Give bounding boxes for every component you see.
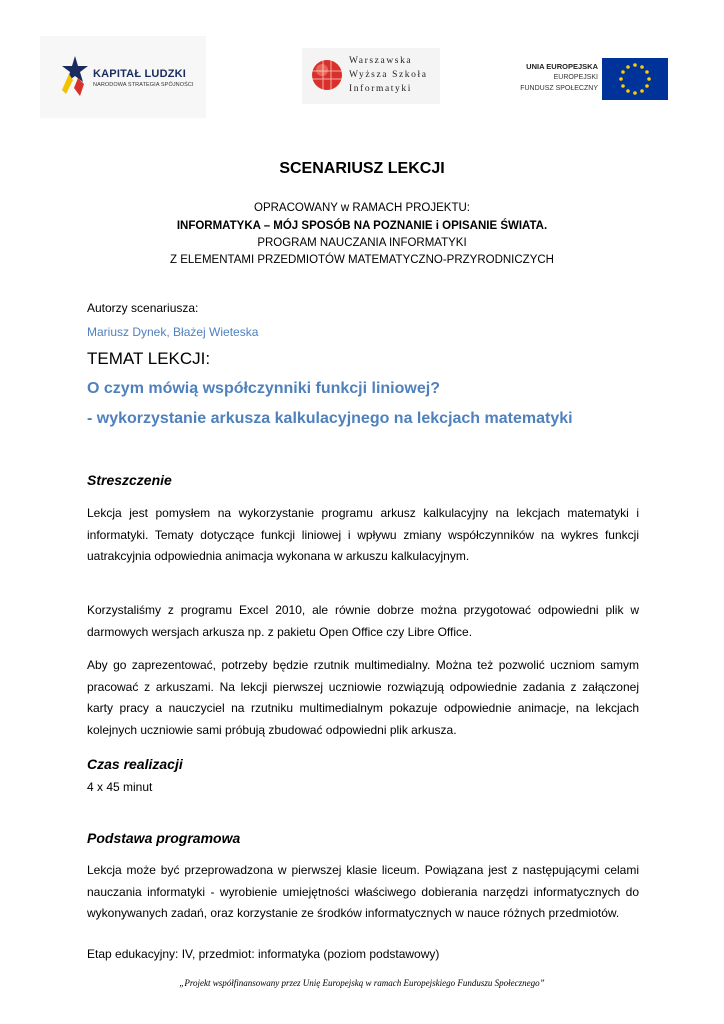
topic-title-line-2: - wykorzystanie arkusza kalkulacyjnego na lekcjach matematyki xyxy=(87,410,573,427)
authors-label: Autorzy scenariusza: xyxy=(87,301,199,315)
project-line-4: Z ELEMENTAMI PRZEDMIOTÓW MATEMATYCZNO-PRZYRODNICZYCH xyxy=(170,254,554,266)
summary-paragraph-3: Aby go zaprezentować, potrzeby będzie rzutnik multimedialny. Można też pozwolić uczniom samym pracować z arkuszami. Na lekcji pierwszej uczniowie rozwiązują odpowiednie zadania z załączonej karty pracy a nauczyciel na rzutniku multimedialnym pokazuje odpowiednie animacje, na lekcjach kolejnych uczniowie sami próbują zbudować odpowiedni plik arkusza. xyxy=(87,658,639,737)
wwsi-line-1: Warszawska xyxy=(349,56,413,66)
basis-paragraph-1: Lekcja może być przeprowadzona w pierwszej klasie liceum. Powiązana jest z następującymi celami nauczania informatyki - wyrobienie umiejętności właściwego dobierania narzędzi informatycznych do wykonywanych zadań, oraz korzystanie ze środków informatycznych w nauce różnych przedmiotów. xyxy=(87,863,639,920)
time-value: 4 x 45 minut xyxy=(87,780,153,794)
eu-logo-line-1: UNIA EUROPEJSKA xyxy=(526,62,598,71)
wwsi-line-3: Informatyki xyxy=(349,84,412,94)
summary-paragraph-1: Lekcja jest pomysłem na wykorzystanie programu arkusz kalkulacyjny na lekcjach matematyki i informatyki. Tematy dotyczące funkcji liniowej i wpływu zmiany współczynników na wykres funkcji uatrakcyjnia odpowiednia animacja wykonana w arkuszu kalkulacyjnym. xyxy=(87,506,639,563)
eu-social-fund-logo xyxy=(500,56,670,102)
project-line-3: PROGRAM NAUCZANIA INFORMATYKI xyxy=(257,237,467,249)
project-line-2: INFORMATYKA – MÓJ SPOSÓB NA POZNANIE i OPISANIE ŚWIATA. xyxy=(176,220,548,232)
kapital-ludzki-star-icon xyxy=(60,54,90,98)
basis-heading: Podstawa programowa xyxy=(87,830,241,846)
time-heading: Czas realizacji xyxy=(87,756,183,772)
project-line-1: OPRACOWANY w RAMACH PROJEKTU: xyxy=(254,202,470,214)
summary-paragraph-2: Korzystaliśmy z programu Excel 2010, ale równie dobrze można przygotować odpowiedni plik w darmowych wersjach arkusza np. z pakietu Open Office czy Libre Office. xyxy=(87,603,639,639)
wwsi-ball-icon xyxy=(310,58,344,92)
basis-paragraph-2: Etap edukacyjny: IV, przedmiot: informatyka (poziom podstawowy) xyxy=(87,947,440,961)
summary-heading: Streszczenie xyxy=(87,472,172,488)
footer-note: „Projekt współfinansowany przez Unię Europejską w ramach Europejskiego Funduszu Społecznego” xyxy=(179,978,545,988)
wwsi-line-2: Wyższa Szkoła xyxy=(349,70,428,80)
topic-label: TEMAT LEKCJI: xyxy=(87,349,211,368)
eu-flag-icon xyxy=(602,58,668,100)
kapital-ludzki-subtitle: NARODOWA STRATEGIA SPÓJNOŚCI xyxy=(93,82,194,88)
authors-names: Mariusz Dynek, Błażej Wieteska xyxy=(87,325,259,339)
kapital-ludzki-title: KAPITAŁ LUDZKI xyxy=(93,68,187,80)
eu-logo-line-3: FUNDUSZ SPOŁECZNY xyxy=(520,85,598,92)
eu-logo-line-2: EUROPEJSKI xyxy=(553,74,598,81)
document-title: SCENARIUSZ LEKCJI xyxy=(279,160,445,177)
wwsi-logo xyxy=(302,48,440,104)
kapital-ludzki-logo xyxy=(40,36,206,118)
topic-title-line-1: O czym mówią współczynniki funkcji liniowej? xyxy=(87,380,440,397)
